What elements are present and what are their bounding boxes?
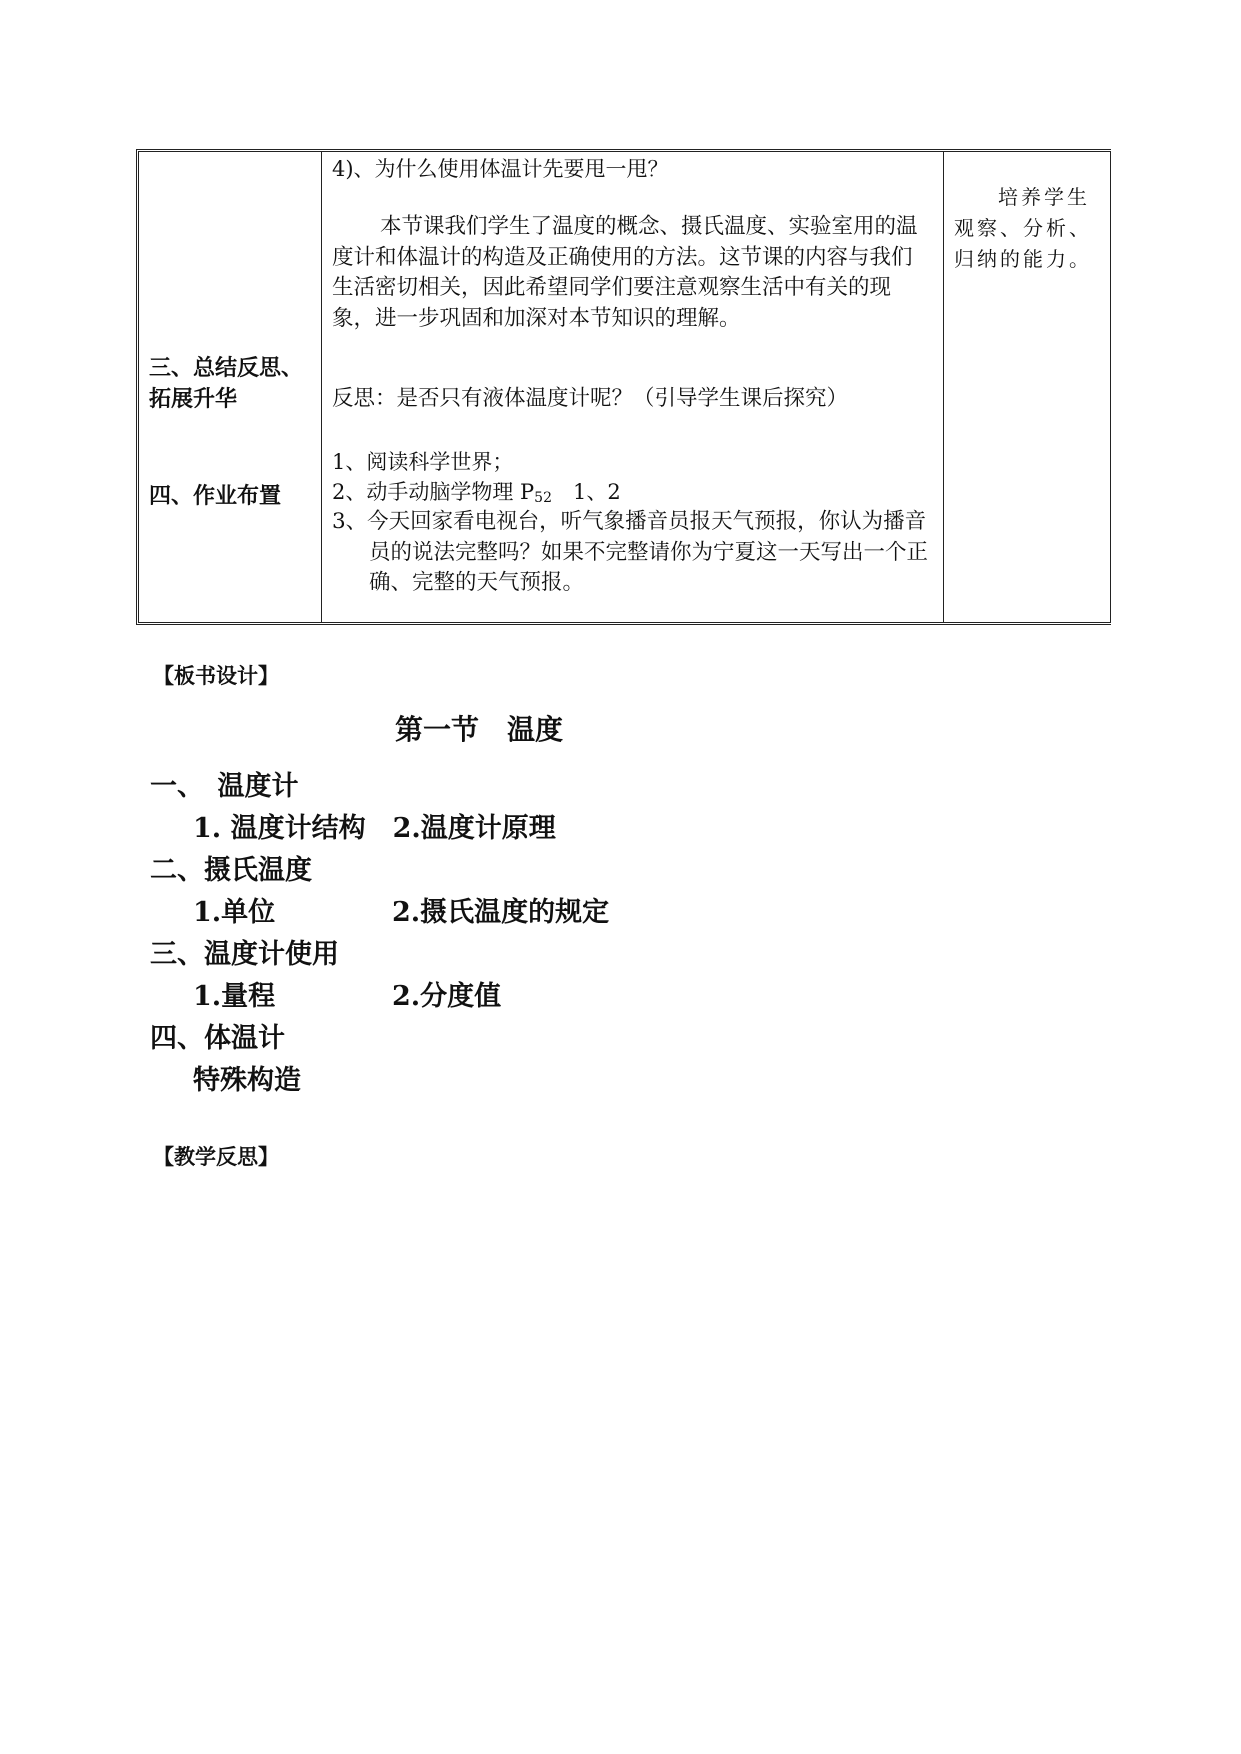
table-column-stage [139, 152, 322, 622]
teaching-reflection-label: 【教学反思】 [153, 1144, 279, 1169]
board-item-4: 四、体温计 [150, 1023, 285, 1054]
board-item-2: 二、摄氏温度 [150, 855, 312, 886]
board-title: 第一节 温度 [395, 713, 564, 746]
question-4: 4)、为什么使用体温计先要甩一甩？ [332, 157, 669, 181]
board-item-3-sub-a: 1.量程 [193, 981, 276, 1012]
homework-item-1: 1、阅读科学世界； [332, 450, 514, 474]
table-column-goal [944, 152, 1111, 622]
board-item-1: 一、 温度计 [150, 771, 299, 802]
board-item-2-sub-a: 1.单位 [193, 897, 276, 928]
homework-title: 四、作业布置 [149, 483, 282, 509]
lesson-table [136, 149, 1111, 625]
summary-paragraph: 本节课我们学生了温度的概念、摄氏温度、实验室用的温度计和体温计的构造及正确使用的方法。这节课的内容与我们生活密切相关，因此希望同学们要注意观察生活中有关的现象，进一步巩固和加深对本节知识的理解。 [332, 214, 918, 331]
table-column-content [322, 152, 944, 622]
board-item-3: 三、温度计使用 [150, 939, 339, 970]
homework-item-3: 3、今天回家看电视台，听气象播音员报天气预报，你认为播音员的说法完整吗？如果不完整请你为宁夏这一天写出一个正确、完整的天气预报。 [332, 509, 929, 595]
homework-item-2: 2、动手动脑学物理 $P_{52}$ 1、2 [332, 480, 621, 506]
board-design-label: 【板书设计】 [153, 663, 279, 688]
goal-note: 培养学生观察、分析、归纳的能力。 [954, 185, 1092, 271]
board-item-3-sub-b: 2.分度值 [392, 981, 502, 1012]
summary-title-line1: 三、总结反思、 [149, 355, 304, 381]
reflection-question: 反思：是否只有液体温度计呢？（引导学生课后探究） [332, 386, 849, 411]
board-item-2-sub-b: 2.摄氏温度的规定 [392, 897, 610, 928]
board-item-1-sub: 1. 温度计结构 2.温度计原理 [193, 813, 556, 844]
board-item-4-sub: 特殊构造 [193, 1065, 301, 1096]
summary-title-line2: 拓展升华 [149, 386, 238, 412]
